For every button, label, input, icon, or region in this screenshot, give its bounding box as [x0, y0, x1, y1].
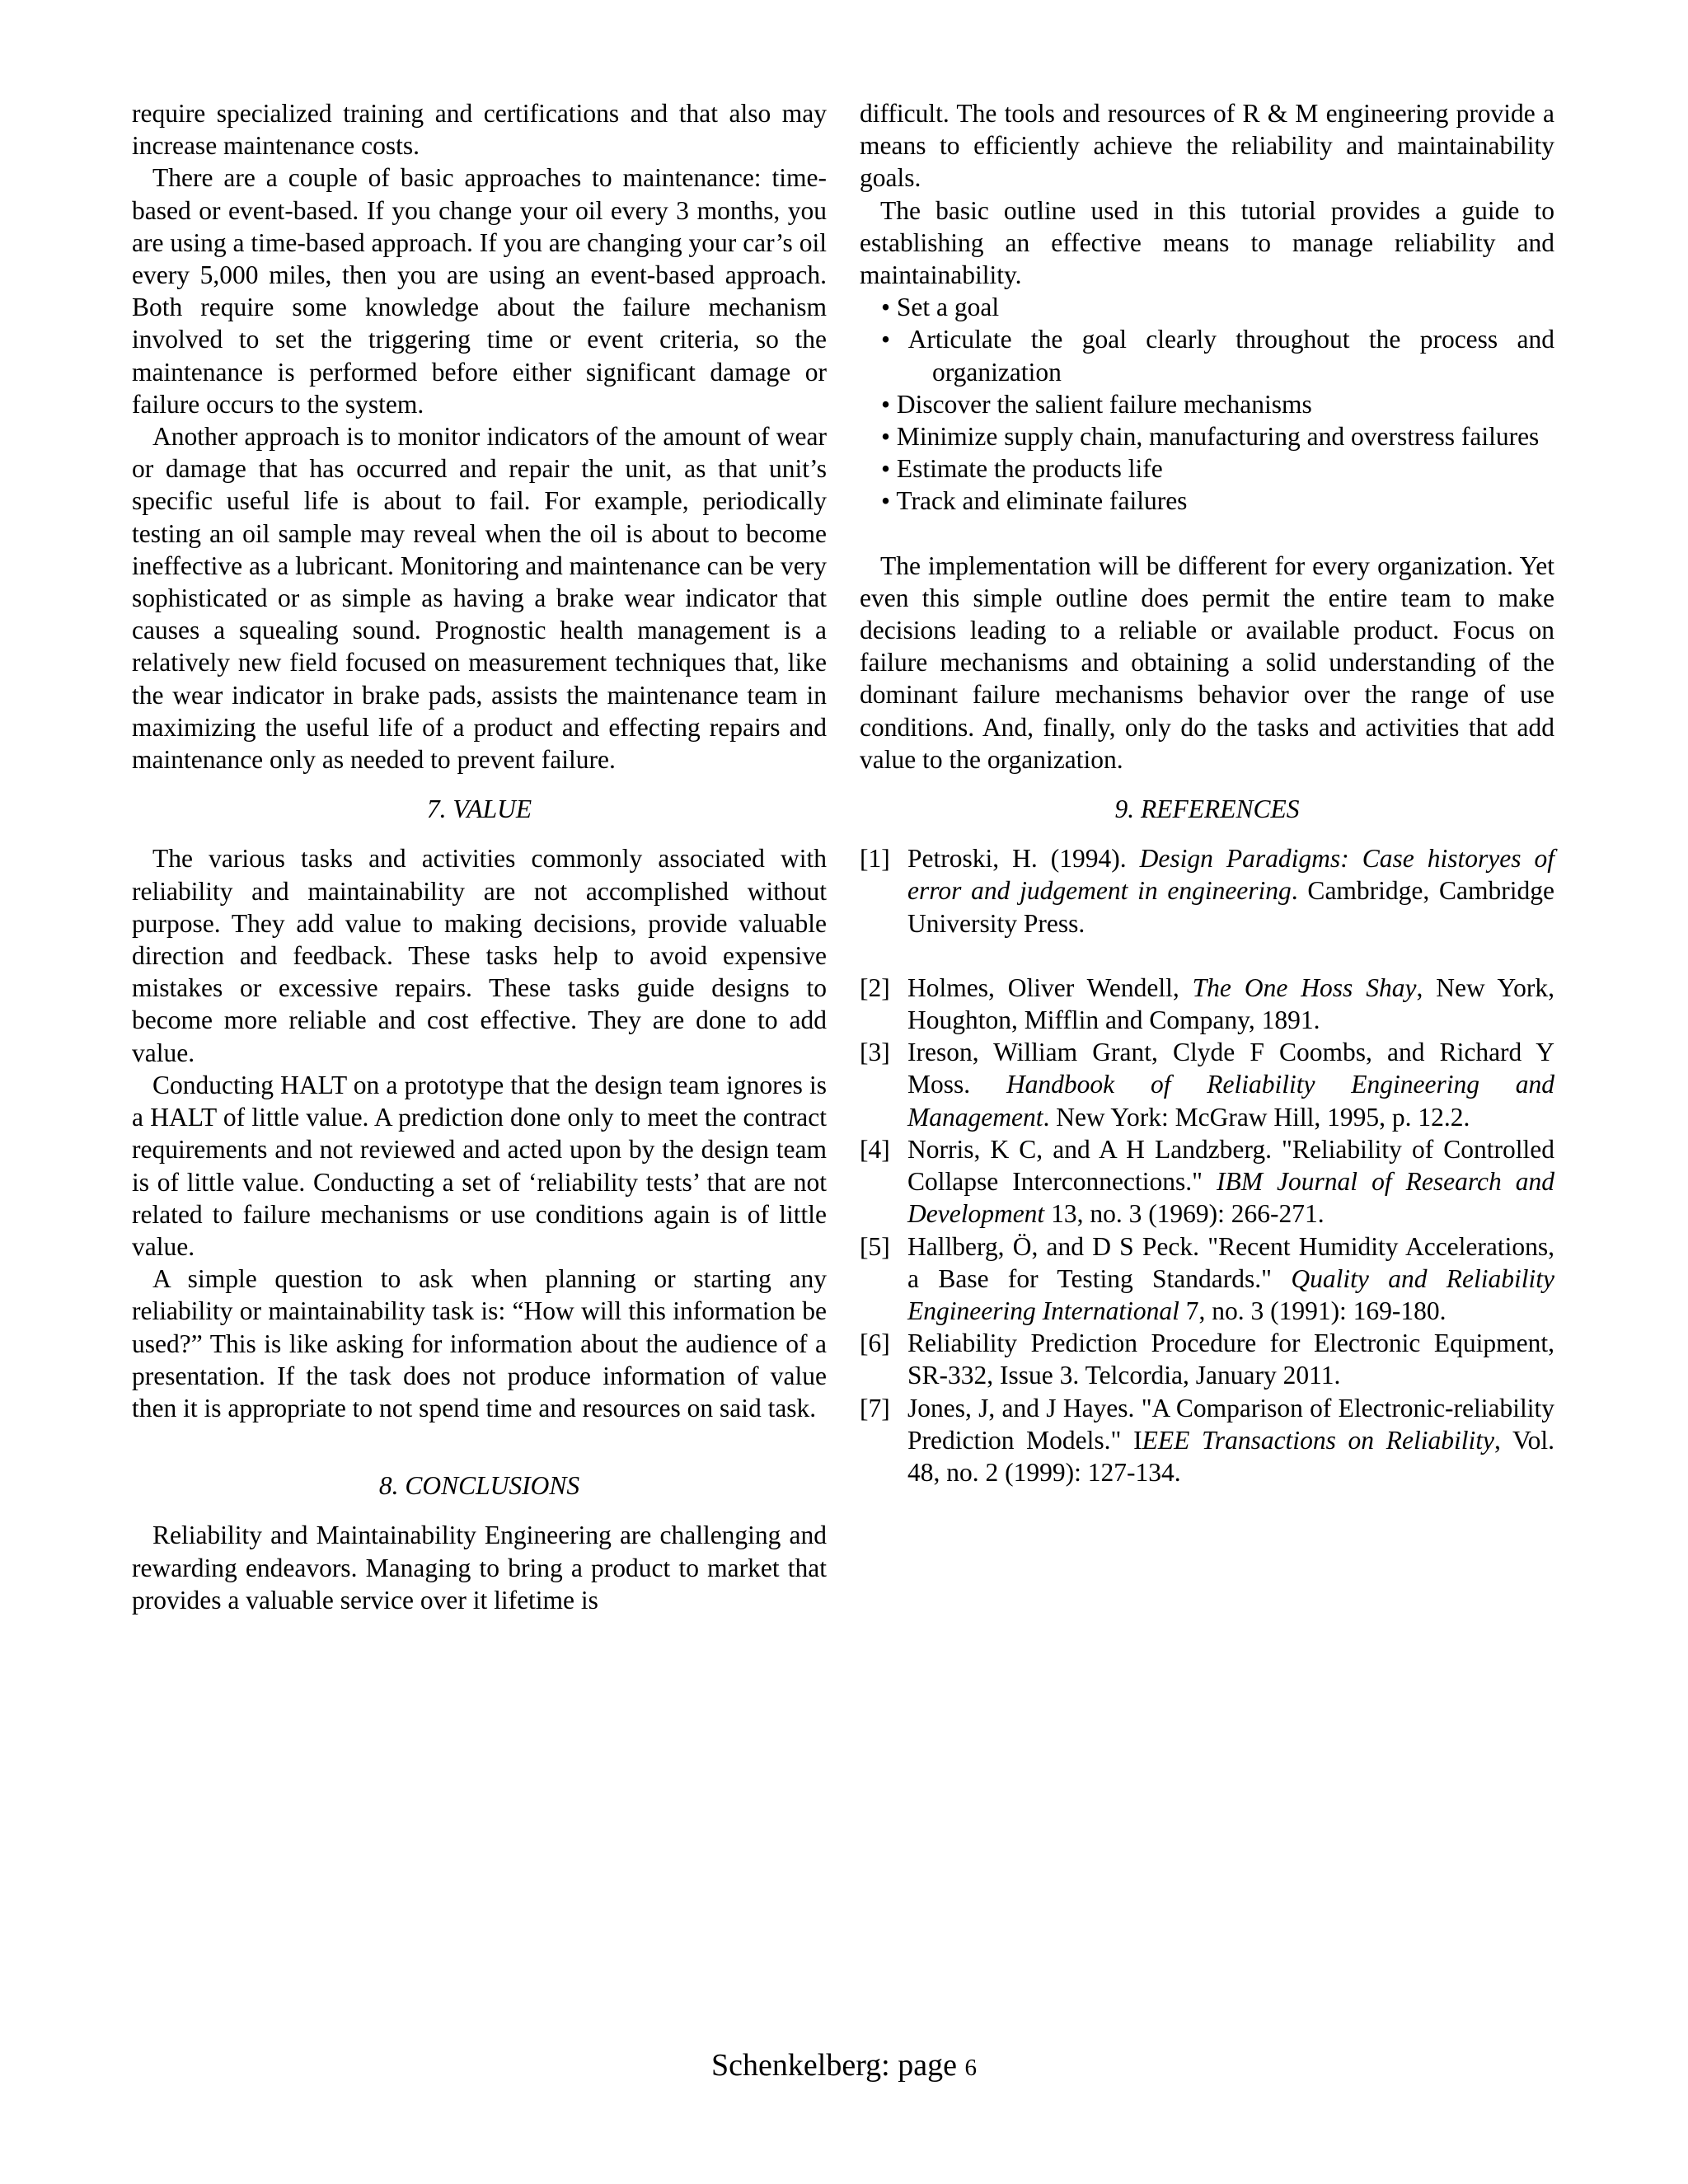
- reference-text: . New York: McGraw Hill, 1995, p. 12.2.: [1043, 1102, 1470, 1132]
- reference-number: [1]: [860, 844, 890, 874]
- paragraph-value-1: The various tasks and activities commonly associated with reliability and maintainability are not accomplished without purpose. They add value to making decisions, provide valuable direction and feedback. These tasks help to avoid expensive mistakes or excessive repairs. These tasks guide designs to become more reliable and cost effective. They are done to add value.: [132, 844, 827, 1067]
- section-heading-references: 9. REFERENCES: [1114, 794, 1300, 824]
- reference-text: Ireson, William Grant, Clyde F Coombs, and Richard Y Moss.: [907, 1038, 1554, 1099]
- bullet-item: • Set a goal: [881, 293, 1000, 322]
- reference-title: EEE Transactions on Reliability: [1142, 1425, 1494, 1455]
- paragraph-conclusions-continued: difficult. The tools and resources of R & M engineering provide a means to efficiently achieve the reliability and maintainability goals.: [860, 99, 1554, 193]
- reference-text: Hallberg, Ö, and D S Peck. "Recent Humidity Accelerations, a Base for Testing Standards.": [907, 1231, 1554, 1293]
- page-footer: [0, 2047, 1688, 2086]
- reference-text: 7, no. 3 (1991): 169-180.: [1179, 1296, 1447, 1325]
- reference-number: [2]: [860, 972, 890, 1002]
- reference-text: Petroski, H. (1994).: [907, 844, 1140, 874]
- paragraph-monitoring: Another approach is to monitor indicators of the amount of wear or damage that has occurred and repair the unit, as that unit’s specific useful life is about to fail. For example, periodically testing an oil sample may reveal when the oil is about to become ineffective as a lubricant. Monitoring and maintenance can be very sophisticated or as simple as having a brake wear indicator that causes a squealing sound. Prognostic health management is a relatively new field focused on measurement techniques that, like the wear indicator in brake pads, assists the maintenance team in maximizing the useful life of a product and effecting repairs and maintenance only as needed to prevent failure.: [132, 422, 827, 775]
- bullet-item: • Estimate the products life: [881, 454, 1163, 484]
- reference-text: Reliability Prediction Procedure for Electronic Equipment, SR-332, Issue 3. Telcordia, January 2011.: [907, 1329, 1554, 1390]
- reference-title: IBM Journal of Research and Development: [907, 1167, 1555, 1229]
- left-column: [132, 97, 827, 1616]
- reference-item: [860, 1036, 1554, 1133]
- right-column: [860, 97, 1554, 1488]
- paragraph-maintenance-approaches: There are a couple of basic approaches to maintenance: time-based or event-based. If you change your oil every 3 months, you are using a time-based approach. If you are changing your car’s oil every 5,000 miles, then you are using an event-based approach. Both require some knowledge about the failure mechanism involved to set the triggering time or event criteria, so the maintenance is performed before either significant damage or failure occurs to the system.: [132, 163, 827, 419]
- reference-text: Norris, K C, and A H Landzberg. "Reliability of Controlled Collapse Interconnections.": [907, 1134, 1554, 1197]
- outline-bullet-list: [860, 291, 1554, 517]
- reference-item: [860, 1392, 1554, 1489]
- reference-text: Holmes, Oliver Wendell,: [907, 972, 1193, 1002]
- bullet-item: • Discover the salient failure mechanisms: [881, 389, 1312, 419]
- spacer: [860, 518, 1554, 550]
- bullet-item: • Articulate the goal clearly throughout the process and organization: [881, 325, 1554, 387]
- bullet-item: • Minimize supply chain, manufacturing and overstress failures: [881, 422, 1540, 452]
- reference-list: [860, 842, 1554, 1488]
- reference-item: [860, 1133, 1554, 1230]
- reference-number: [4]: [860, 1134, 890, 1164]
- reference-item: [860, 842, 1554, 940]
- reference-number: [6]: [860, 1329, 890, 1358]
- paragraph-outline: The basic outline used in this tutorial provides a guide to establishing an effective means to manage reliability and maintainability.: [860, 195, 1554, 290]
- reference-item: [860, 1327, 1554, 1391]
- paragraph-value-3: A simple question to ask when planning or starting any reliability or maintainability task is: “How will this information be used?” This is like asking for information about the audience of a presentation. If the task does not produce information of value then it is appropriate to not spend time and resources on said task.: [132, 1264, 827, 1422]
- reference-title: Design Paradigms: Case historyes of error and judgement in engineering: [907, 844, 1554, 906]
- reference-title: The One Hoss Shay: [1192, 972, 1417, 1002]
- bullet-item: • Track and eliminate failures: [881, 486, 1188, 516]
- paragraph-intro: require specialized training and certifications and that also may increase maintenance costs.: [132, 99, 827, 161]
- paragraph-value-2: Conducting HALT on a prototype that the design team ignores is a HALT of little value. A prediction done only to meet the contract requirements and not reviewed and acted upon by the design team is of little value. Conducting a set of ‘reliability tests’ that are not related to failure mechanisms or use conditions again is of little value.: [132, 1070, 827, 1261]
- section-heading-value: 7. VALUE: [426, 794, 532, 824]
- paragraph-conclusions-1: Reliability and Maintainability Engineering are challenging and rewarding endeavors. Managing to bring a product to market that provides a valuable service over it lifetime is: [132, 1521, 827, 1615]
- reference-text: Jones, J, and J Hayes. "A Comparison of Electronic-reliability Prediction Models." I: [907, 1393, 1554, 1455]
- section-heading-conclusions: 8. CONCLUSIONS: [378, 1471, 580, 1501]
- reference-text: , New York, Houghton, Mifflin and Company, 1891.: [907, 972, 1554, 1035]
- reference-text: 13, no. 3 (1969): 266-271.: [1044, 1199, 1325, 1229]
- reference-item: [860, 1230, 1554, 1328]
- paragraph-implementation: The implementation will be different for every organization. Yet even this simple outline does permit the entire team to make decisions leading to a reliable or available product. Focus on failure mechanisms and obtaining a solid understanding of the dominant failure mechanisms behavior over the range of use conditions. And, finally, only do the tasks and activities that add value to the organization.: [860, 551, 1554, 774]
- reference-number: [5]: [860, 1231, 890, 1261]
- reference-number: [7]: [860, 1393, 890, 1422]
- page-number: 6: [964, 2055, 977, 2081]
- reference-title: Handbook of Reliability Engineering and Management: [907, 1070, 1554, 1132]
- reference-text: , Vol. 48, no. 2 (1999): 127-134.: [907, 1425, 1555, 1487]
- footer-author-label: Schenkelberg: page: [711, 2048, 965, 2083]
- reference-title: Quality and Reliability Engineering International: [907, 1263, 1555, 1325]
- reference-text: . Cambridge, Cambridge University Press.: [907, 876, 1554, 938]
- reference-item: [860, 972, 1554, 1036]
- reference-number: [3]: [860, 1038, 890, 1067]
